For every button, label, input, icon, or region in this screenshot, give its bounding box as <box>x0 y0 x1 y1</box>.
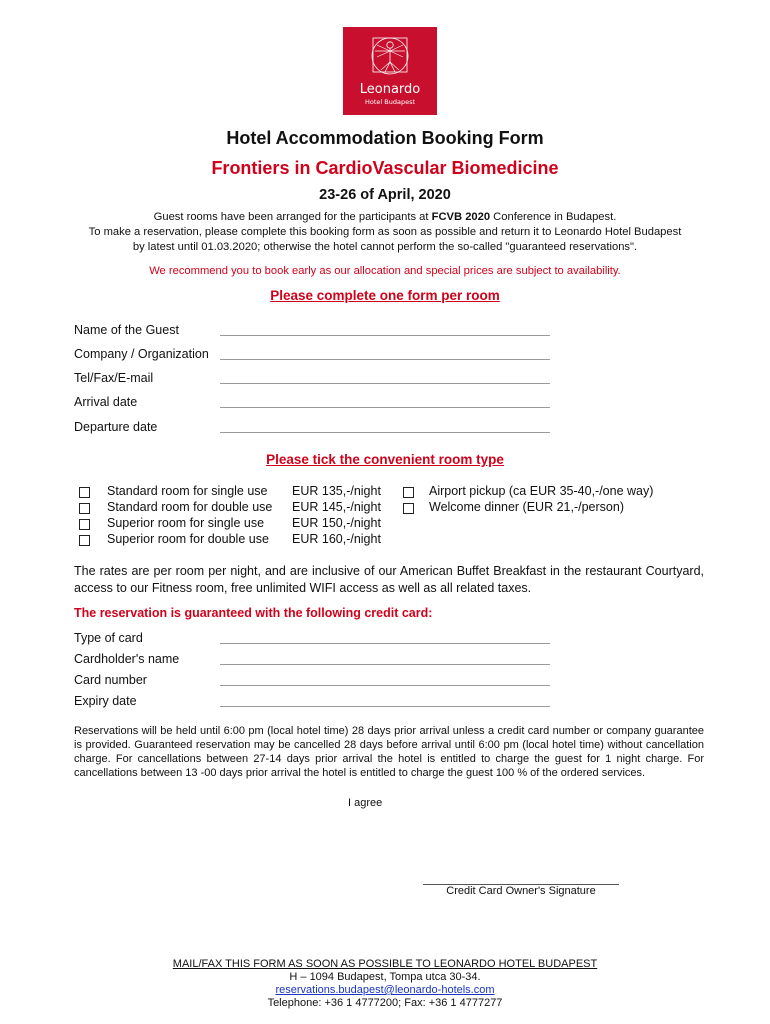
expiry-field[interactable] <box>220 706 550 707</box>
intro-line-1-pre: Guest rooms have been arranged for the participants at <box>153 211 432 223</box>
logo-name: Leonardo <box>359 82 421 97</box>
recommendation-note: We recommend you to book early as our allocation and special prices are subject to availability. <box>149 265 621 277</box>
arrival-label: Arrival date <box>74 395 138 409</box>
agree-text: I agree <box>348 797 383 809</box>
airport-pickup-label: Airport pickup (ca EUR 35-40,-/one way) <box>429 484 654 498</box>
contact-label: Tel/Fax/E-mail <box>74 371 154 385</box>
room-price-3: EUR 150,-/night <box>292 516 381 530</box>
welcome-dinner-checkbox[interactable] <box>403 503 414 514</box>
card-type-field[interactable] <box>220 643 550 644</box>
departure-field[interactable] <box>220 432 550 433</box>
form-heading: Please complete one form per room <box>270 288 500 303</box>
airport-pickup-checkbox[interactable] <box>403 487 414 498</box>
company-field[interactable] <box>220 359 550 360</box>
logo-subtitle: Hotel Budapest <box>364 98 416 106</box>
room-label-2: Standard room for double use <box>107 500 273 514</box>
card-number-field[interactable] <box>220 685 550 686</box>
company-label: Company / Organization <box>74 347 209 361</box>
cardholder-label: Cardholder's name <box>74 652 180 666</box>
contact-field[interactable] <box>220 383 550 384</box>
cancellation-policy: Reservations will be held until 6:00 pm (local hotel time) 28 days prior arrival unless a credit card number or company guarantee is provided. Guaranteed reservation may be cancelled 28 days before arrival until 6:00 pm (local hotel time) without cancellation charge. For cancellations between 27-14 days prior arrival the hotel is entitled to charge the guest for 1 night charge. For cancellations between 13 -00 days prior arrival the hotel is entitled to charge the guest 100 % of the ordered services. <box>74 725 704 779</box>
room-checkbox-3[interactable] <box>79 519 90 530</box>
card-number-label: Card number <box>74 673 147 687</box>
expiry-label: Expiry date <box>74 694 137 708</box>
hotel-logo <box>343 27 437 115</box>
footer-address: H – 1094 Budapest, Tompa utca 30-34. <box>289 971 481 983</box>
guest-name-label: Name of the Guest <box>74 323 179 337</box>
footer-instruction: MAIL/FAX THIS FORM AS SOON AS POSSIBLE TO LEONARDO HOTEL BUDAPEST <box>172 958 598 970</box>
room-price-2: EUR 145,-/night <box>292 500 381 514</box>
room-label-4: Superior room for double use <box>107 532 269 546</box>
room-label-1: Standard room for single use <box>107 484 268 498</box>
footer-phone: Telephone: +36 1 4777200; Fax: +36 1 4777277 <box>267 997 503 1009</box>
page-title: Hotel Accommodation Booking Form <box>226 128 544 148</box>
room-checkbox-1[interactable] <box>79 487 90 498</box>
intro-line-2: To make a reservation, please complete this booking form as soon as possible and return it to Leonardo Hotel Budapest <box>88 226 682 238</box>
footer-email-link[interactable]: reservations.budapest@leonardo-hotels.com <box>275 984 495 996</box>
cardholder-field[interactable] <box>220 664 550 665</box>
intro-line-1-bold: FCVB 2020 <box>431 211 491 223</box>
intro-line-3: by latest until 01.03.2020; otherwise the hotel cannot perform the so-called "guaranteed reservations". <box>132 241 638 253</box>
room-heading: Please tick the convenient room type <box>266 452 504 467</box>
intro-line-1 <box>0 210 770 225</box>
conference-title: Frontiers in CardioVascular Biomedicine <box>211 158 559 178</box>
room-label-3: Superior room for single use <box>107 516 265 530</box>
room-price-1: EUR 135,-/night <box>292 484 381 498</box>
room-price-4: EUR 160,-/night <box>292 532 381 546</box>
arrival-field[interactable] <box>220 407 550 408</box>
room-checkbox-4[interactable] <box>79 535 90 546</box>
departure-label: Departure date <box>74 420 158 434</box>
card-type-label: Type of card <box>74 631 143 645</box>
rates-text: The rates are per room per night, and are inclusive of our American Buffet Breakfast in the restaurant Courtyard, access to our Fitness room, free unlimited WIFI access as well as all related taxes. <box>74 564 704 595</box>
conference-dates: 23-26 of April, 2020 <box>319 187 451 203</box>
welcome-dinner-label: Welcome dinner (EUR 21,-/person) <box>429 500 624 514</box>
room-checkbox-2[interactable] <box>79 503 90 514</box>
intro-line-1-post: Conference in Budapest. <box>490 211 617 223</box>
card-heading: The reservation is guaranteed with the following credit card: <box>74 606 433 620</box>
footer-email-row <box>0 984 770 997</box>
guest-name-field[interactable] <box>220 335 550 336</box>
signature-label: Credit Card Owner's Signature <box>446 885 596 897</box>
vitruvian-man-icon <box>367 33 413 79</box>
